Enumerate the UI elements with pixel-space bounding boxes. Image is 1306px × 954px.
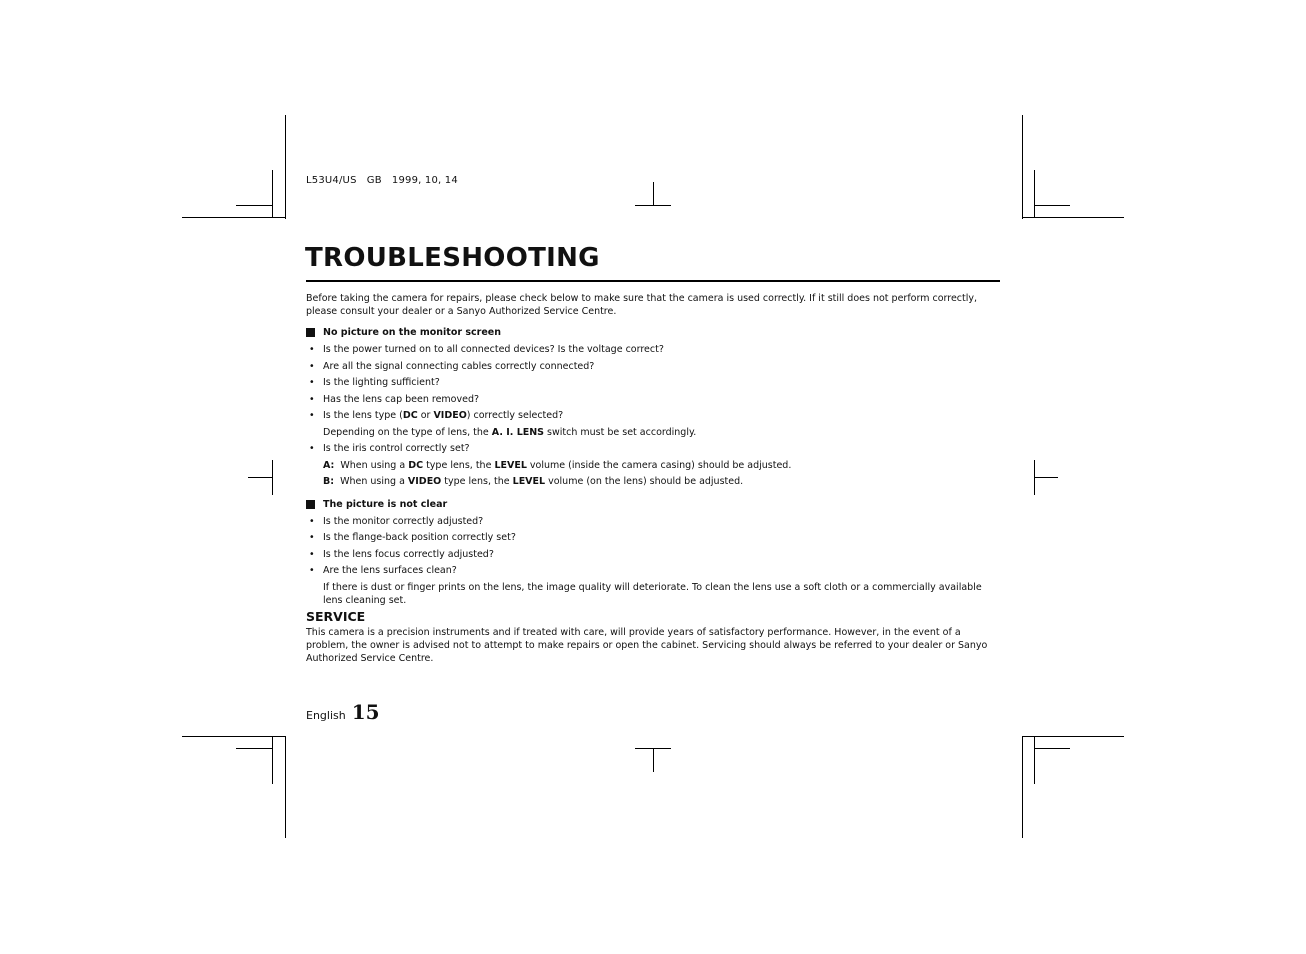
registration-mark xyxy=(248,477,272,478)
crop-mark xyxy=(285,115,286,219)
crop-mark xyxy=(236,205,272,206)
registration-mark xyxy=(653,748,654,772)
square-bullet-icon xyxy=(306,500,315,509)
list-item: • Is the monitor correctly adjusted? xyxy=(306,515,1000,528)
list-item: • Is the flange-back position correctly set? xyxy=(306,531,1000,544)
list-item-iris: • Is the iris control correctly set? xyxy=(306,442,1000,455)
crop-mark xyxy=(1022,736,1124,737)
print-slug: L53U4/US GB 1999, 10, 14 xyxy=(306,175,458,186)
iris-note-a: A: When using a DC type lens, the LEVEL volume (inside the camera casing) should be adjusted. xyxy=(323,459,792,471)
list-item: • Are the lens surfaces clean? xyxy=(306,564,1000,577)
square-bullet-icon xyxy=(306,328,315,337)
list-item: • Has the lens cap been removed? xyxy=(306,393,1000,406)
crop-mark xyxy=(182,736,286,737)
lens-type-note: Depending on the type of lens, the A. I. LENS switch must be set accordingly. xyxy=(323,426,697,438)
registration-mark xyxy=(635,205,671,206)
list-item: • Are all the signal connecting cables correctly connected? xyxy=(306,360,1000,373)
list-item: • Is the lens focus correctly adjusted? xyxy=(306,548,1000,561)
registration-mark xyxy=(272,460,273,495)
crop-mark xyxy=(285,736,286,838)
lens-cleaning-note: If there is dust or finger prints on the lens, the image quality will deteriorate. To clean the lens use a soft cloth or a commercially available lens cleaning set. xyxy=(323,581,982,606)
iris-note-b: B: When using a VIDEO type lens, the LEVEL volume (on the lens) should be adjusted. xyxy=(323,476,744,487)
footer-language: English xyxy=(306,709,346,722)
crop-mark xyxy=(1034,736,1035,784)
service-heading: SERVICE xyxy=(306,609,366,624)
crop-mark xyxy=(1022,115,1023,219)
section-heading-text: The picture is not clear xyxy=(323,498,448,510)
registration-mark xyxy=(653,182,654,206)
list-item: • Is the power turned on to all connected devices? Is the voltage correct? xyxy=(306,343,1000,356)
list-item-lens-type: • Is the lens type (DC or VIDEO) correctly selected? xyxy=(306,409,1000,422)
crop-mark xyxy=(1034,205,1070,206)
crop-mark xyxy=(182,217,286,218)
section-heading-no-picture xyxy=(306,326,1000,339)
page-title: TROUBLESHOOTING xyxy=(305,243,600,273)
page-footer xyxy=(306,700,380,724)
service-paragraph: This camera is a precision instruments and if treated with care, will provide years of satisfactory performance. However, in the event of a problem, the owner is advised not to attempt to make repairs or open the cabinet. Servicing should always be referred to your dealer or Sanyo Authorized Service Centre. xyxy=(306,627,988,664)
section-heading-not-clear xyxy=(306,498,1000,511)
list-item: • Is the lighting sufficient? xyxy=(306,376,1000,389)
registration-mark xyxy=(1034,477,1058,478)
registration-mark xyxy=(635,748,671,749)
crop-mark xyxy=(272,736,273,784)
intro-paragraph: Before taking the camera for repairs, please check below to make sure that the camera is used correctly. If it still does not perform correctly, please consult your dealer or a Sanyo Authorized Service Centre. xyxy=(306,293,978,317)
crop-mark xyxy=(1034,748,1070,749)
crop-mark xyxy=(1022,217,1124,218)
title-rule xyxy=(306,280,1000,282)
content xyxy=(306,292,1000,665)
crop-mark xyxy=(1034,170,1035,218)
section-heading-text: No picture on the monitor screen xyxy=(323,327,501,338)
crop-mark xyxy=(272,170,273,218)
crop-mark xyxy=(236,748,272,749)
crop-mark xyxy=(1022,736,1023,838)
page-number: 15 xyxy=(351,700,380,724)
